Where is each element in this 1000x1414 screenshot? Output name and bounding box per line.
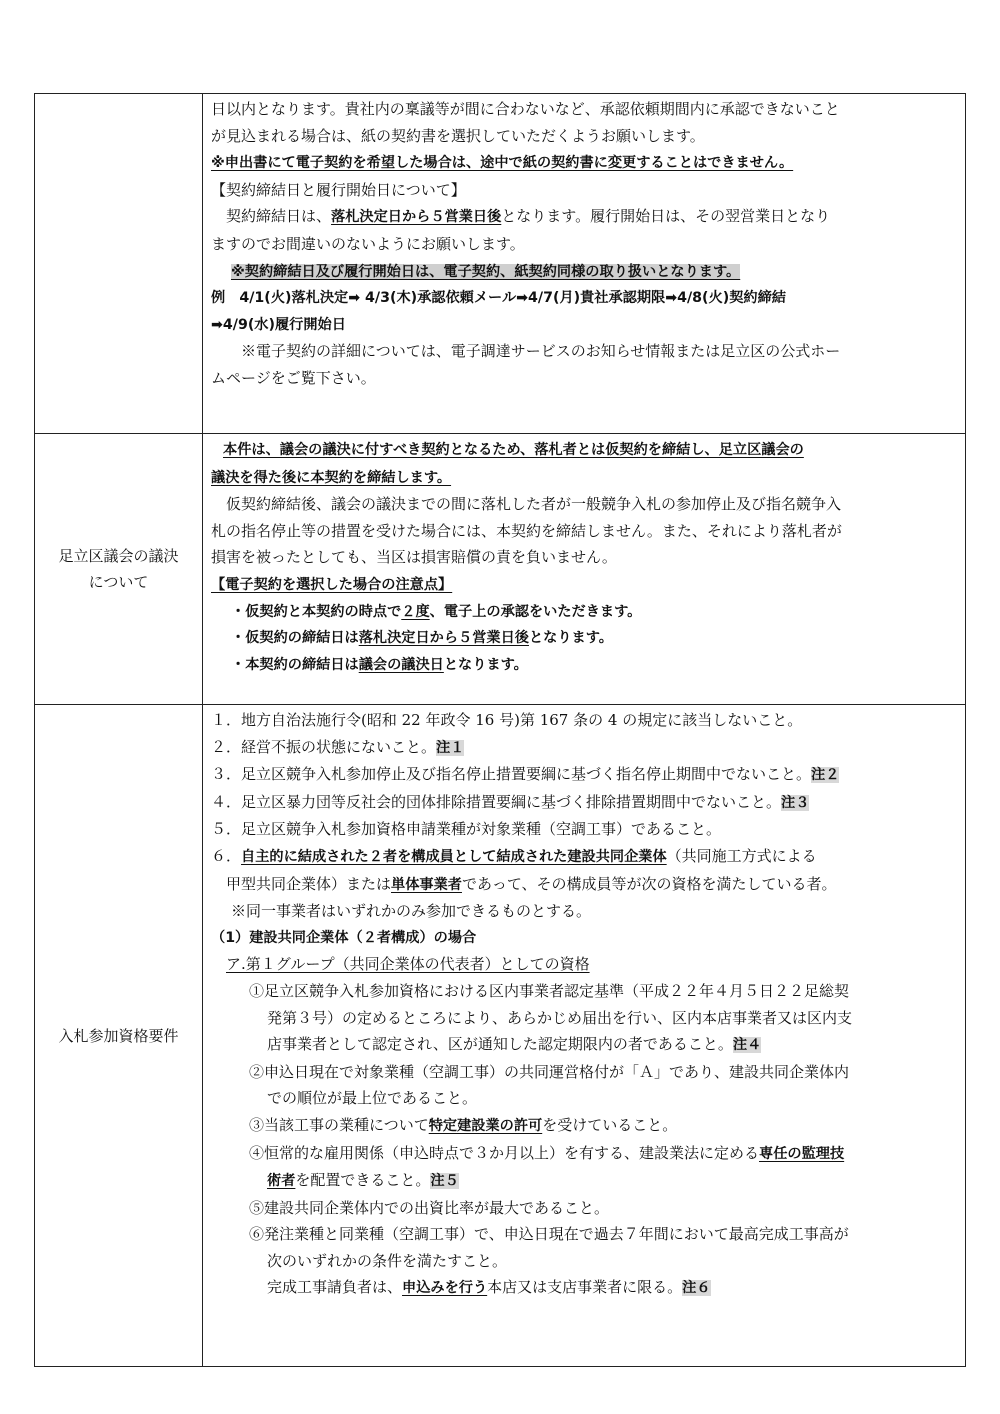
list-item: ②申込日現在で対象業種（空調工事）の共同運営格付が「Ａ」であり、建設共同企業体内: [249, 1062, 850, 1081]
emphasis-text: 単体事業者: [391, 876, 462, 893]
list-item-continued: 甲型共同企業体）または単体事業者であって、その構成員等が次の資格を満たしている者。: [226, 874, 837, 893]
table-row: [35, 434, 966, 705]
subsection-heading: （1）建設共同企業体（２者構成）の場合: [211, 929, 477, 946]
highlight-banner-line: [211, 258, 957, 286]
emphasis-line: [211, 436, 957, 464]
list-item-continued: 店事業者として認定され、区が通知した認定期限内の者であること。注４: [267, 1035, 762, 1054]
text-line: ムページをご覧下さい。: [211, 368, 376, 387]
note-badge: 注３: [781, 794, 810, 811]
text-line: 日以内となります。貴社内の稟議等が間に合わないなど、承認依頼期間内に承認できないこと: [211, 100, 840, 118]
emphasis-text: 術者: [267, 1173, 296, 1190]
list-item: ⑤建設共同企業体内での出資比率が最大であること。: [249, 1198, 610, 1217]
emphasis-text: 専任の監理技: [759, 1145, 845, 1162]
warning-text: ※申出書にて電子契約を希望した場合は、途中で紙の契約書に変更することはできません。: [211, 155, 794, 172]
list-item: １．地方自治法施行令(昭和 22 年政令 16 号)第 167 条の 4 の規定に該当しないこと。: [211, 711, 803, 729]
emphasis-text: 落札決定日から５営業日後: [331, 209, 502, 226]
emphasis-text: 自主的に結成された２者を構成員として結成された建設共同企業体: [241, 848, 667, 865]
table-row: [35, 705, 966, 1367]
note-badge: 注６: [682, 1280, 711, 1297]
list-item-continued: 術者を配置できること。注５: [267, 1171, 459, 1190]
list-item: ２．経営不振の状態にないこと。注１: [211, 737, 465, 756]
row-content-bid-qualifications: [203, 705, 966, 1367]
list-item-continued: 次のいずれかの条件を満たすこと。: [267, 1251, 508, 1270]
note-badge: 注１: [436, 739, 465, 756]
list-item: ６．自主的に結成された２者を構成員として結成された建設共同企業体（共同施工方式による: [211, 846, 817, 865]
list-item: ５．足立区競争入札参加資格申請業種が対象業種（空調工事）であること。: [211, 820, 722, 839]
example-line: ➡4/9(水)履行開始日: [211, 316, 346, 333]
note-badge: 注５: [430, 1173, 459, 1190]
list-item: ⑥発注業種と同業種（空調工事）で、申込日現在で過去７年間において最高完成工事高が: [249, 1225, 849, 1244]
row-content-contract-dates: [203, 94, 966, 434]
section-heading: 【契約締結日と履行開始日について】: [211, 180, 466, 199]
text-line: 契約締結日は、落札決定日から５営業日後となります。履行開始日は、その翌営業日となり: [226, 207, 831, 226]
bullet-item: ・仮契約と本契約の時点で２度、電子上の承認をいただきます。: [231, 603, 642, 620]
list-item: ③当該工事の業種について特定建設業の許可を受けていること。: [249, 1115, 678, 1134]
row-content-council-resolution: [203, 434, 966, 705]
text-line: ※同一事業者はいずれかのみ参加できるものとする。: [231, 902, 592, 921]
row-label-empty: [35, 94, 203, 434]
emphasis-text: 申込みを行う: [402, 1280, 488, 1297]
row-label-bid-qualifications: 入札参加資格要件: [35, 705, 203, 1367]
bullet-item: ・本契約の締結日は議会の議決日となります。: [231, 656, 528, 673]
note-badge: 注２: [811, 767, 840, 784]
warning-line: [211, 149, 957, 177]
section-heading: [211, 571, 957, 599]
text-line: ますのでお間違いのないようにお願いします。: [211, 234, 525, 253]
bullet-item: ・仮契約の締結日は落札決定日から５営業日後となります。: [231, 630, 613, 647]
list-item: ４．足立区暴力団等反社会的団体排除措置要綱に基づく排除措置期間中でないこと。注３: [211, 792, 810, 811]
table-row: [35, 94, 966, 434]
highlight-banner: ※契約締結日及び履行開始日は、電子契約、紙契約同様の取り扱いとなります。: [231, 263, 741, 280]
heading-text: 【電子契約を選択した場合の注意点】: [211, 576, 453, 593]
text-line: が見込まれる場合は、紙の契約書を選択していただくようお願いします。: [211, 126, 705, 145]
list-item-continued: 完成工事請負者は、申込みを行う本店又は支店事業者に限る。注６: [267, 1278, 711, 1297]
text-line: 損害を被ったとしても、当区は損害賠償の責を負いません。: [211, 548, 617, 567]
emphasis-text: 議決を得た後に本契約を締結します。: [211, 469, 452, 486]
heading-text: ア.第１グループ（共同企業体の代表者）としての資格: [226, 955, 590, 974]
note-badge: 注４: [732, 1037, 762, 1054]
text-line: 札の指名停止等の措置を受けた場合には、本契約を締結しません。また、それにより落札者が: [211, 521, 842, 540]
list-item: ④恒常的な雇用関係（申込時点で３か月以上）を有する、建設業法に定める専任の監理技: [249, 1143, 845, 1162]
text-line: ※電子契約の詳細については、電子調達サービスのお知らせ情報または足立区の公式ホー: [241, 342, 841, 361]
requirements-table: [34, 93, 966, 1367]
list-item-continued: での順位が最上位であること。: [267, 1089, 478, 1108]
example-line: 例 4/1(火)落札決定➡ 4/3(木)承認依頼メール➡4/7(月)貴社承認期限➡4/8(火)契約締結: [211, 290, 786, 307]
row-label-council-resolution: 足立区議会の議決 について: [35, 434, 203, 705]
list-item: ①足立区競争入札参加資格における区内事業者認定基準（平成２２年４月５日２２足総契: [249, 981, 850, 1000]
list-item: ３．足立区競争入札参加停止及び指名停止措置要綱に基づく指名停止期間中でないこと。注２: [211, 765, 840, 784]
emphasis-text: 本件は、議会の議決に付すべき契約となるため、落札者とは仮契約を締結し、足立区議会の: [223, 442, 804, 458]
subsection-heading: [211, 951, 957, 978]
list-item-continued: 発第３号）の定めるところにより、あらかじめ届出を行い、区内本店事業者又は区内支: [267, 1008, 853, 1027]
emphasis-line: [211, 464, 957, 492]
text-line: 仮契約締結後、議会の議決までの間に落札した者が一般競争入札の参加停止及び指名競争入: [226, 495, 842, 514]
emphasis-text: 特定建設業の許可: [428, 1117, 543, 1134]
